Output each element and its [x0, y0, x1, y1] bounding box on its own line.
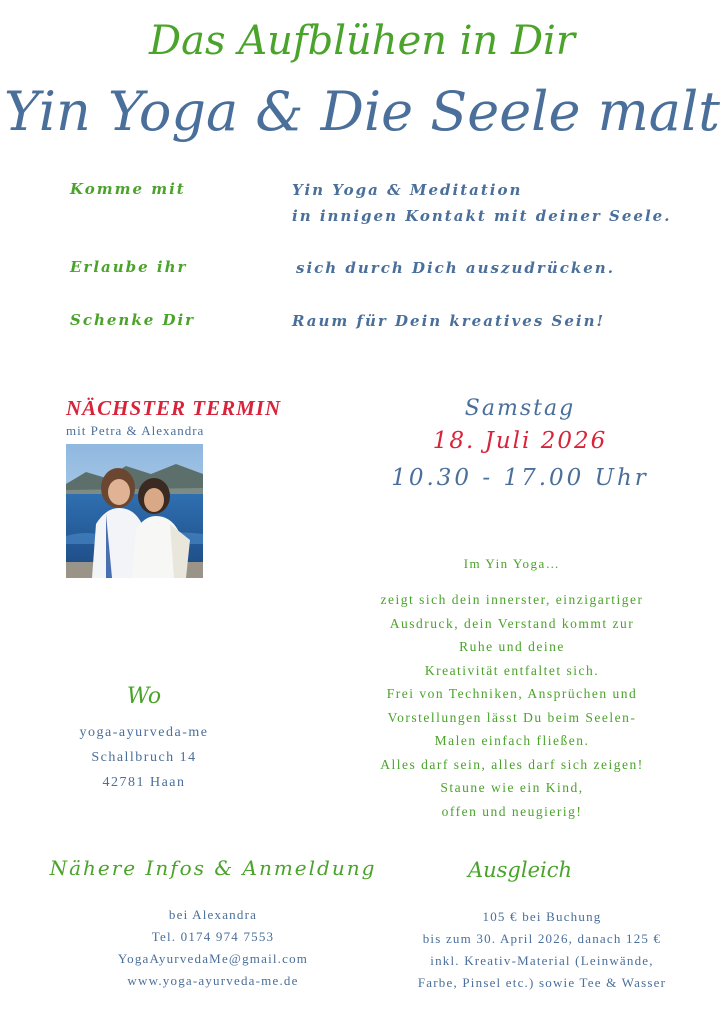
address-line: yoga-ayurveda-me	[79, 725, 209, 740]
page-title: Yin Yoga & Die Seele malt	[4, 80, 720, 143]
yin-line: Alles darf sein, alles darf sich zeigen!	[380, 756, 644, 772]
yin-line: Vorstellungen lässt Du beim Seelen-	[387, 709, 637, 725]
yin-line: Ausdruck, dein Verstand kommt zur	[389, 615, 635, 631]
photo-petra-alexandra	[66, 444, 203, 578]
price-line: Farbe, Pinsel etc.) sowie Tee & Wasser	[417, 975, 667, 990]
row-text-schenke	[292, 308, 605, 334]
date-time: 10.30 - 17.00 Uhr	[391, 465, 649, 491]
wo-address	[60, 720, 228, 795]
ausgleich-title: Ausgleich	[467, 858, 573, 882]
tagline: Das Aufblühen in Dir	[149, 18, 575, 64]
row-label-erlaube: Erlaube ihr	[70, 258, 188, 276]
date-day: Samstag	[464, 396, 576, 421]
contact-phone[interactable]: Tel. 0174 974 7553	[151, 929, 275, 944]
row-line: Yin Yoga & Meditation	[292, 181, 523, 199]
yin-line: offen und neugierig!	[441, 803, 583, 819]
price-line: 105 € bei Buchung	[482, 909, 602, 924]
row-label-schenke: Schenke Dir	[70, 311, 196, 329]
wo-title: Wo	[126, 684, 162, 709]
row-line: Raum für Dein kreatives Sein!	[292, 312, 606, 330]
address-line: Schallbruch 14	[91, 750, 197, 765]
price-line: bis zum 30. April 2026, danach 125 €	[422, 931, 662, 946]
address-line: 42781 Haan	[102, 775, 186, 790]
contact-website[interactable]: www.yoga-ayurveda-me.de	[127, 973, 299, 988]
row-line: in innigen Kontakt mit deiner Seele.	[292, 207, 672, 225]
row-text-erlaube	[296, 255, 615, 281]
price-line: inkl. Kreativ-Material (Leinwände,	[430, 953, 654, 968]
date-date: 18. Juli 2026	[432, 428, 608, 454]
yin-line: Frei von Techniken, Ansprüchen und	[386, 686, 638, 701]
termin-title: NÄCHSTER TERMIN	[66, 396, 282, 420]
infos-contact	[20, 904, 406, 992]
infos-title: Nähere Infos & Anmeldung	[49, 856, 377, 880]
termin-subtitle: mit Petra & Alexandra	[66, 423, 205, 438]
contact-name: bei Alexandra	[168, 907, 258, 922]
yin-line: Malen einfach fließen.	[434, 733, 590, 748]
row-text-komme	[292, 177, 671, 229]
yin-body	[330, 588, 694, 823]
yin-heading: Im Yin Yoga…	[463, 556, 561, 571]
ausgleich-body	[360, 906, 724, 994]
row-label-komme: Komme mit	[70, 180, 186, 198]
contact-email[interactable]: YogaAyurvedaMe@gmail.com	[117, 951, 309, 966]
yin-line: zeigt sich dein innerster, einzigartiger	[380, 592, 644, 607]
row-line: sich durch Dich auszudrücken.	[296, 259, 615, 277]
yin-line: Kreativität entfaltet sich.	[424, 662, 600, 678]
yin-line: Staune wie ein Kind,	[440, 780, 584, 795]
yin-line: Ruhe und deine	[459, 639, 565, 654]
